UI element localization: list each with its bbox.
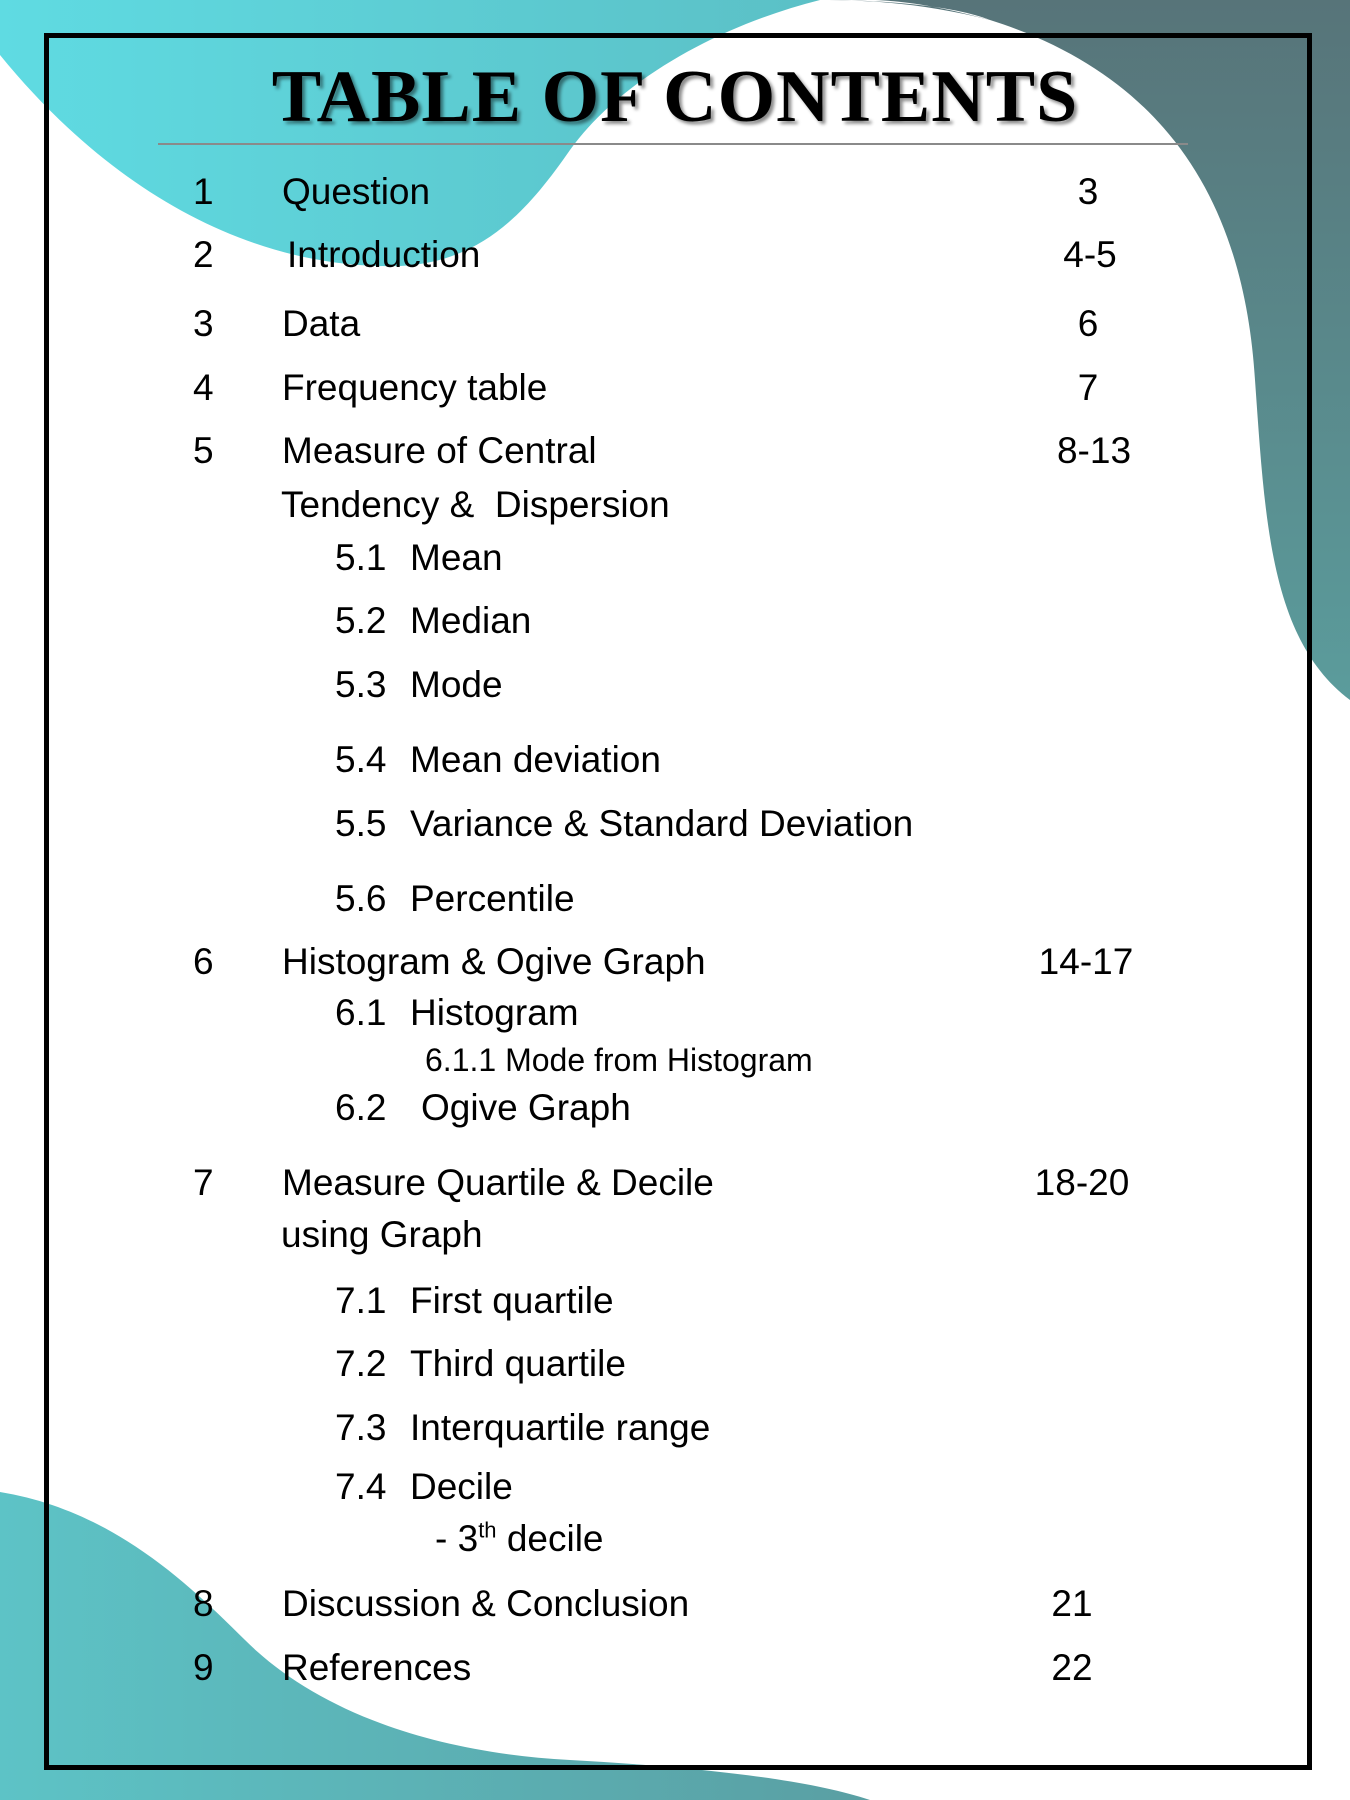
toc-subentry-number: 7.3	[335, 1407, 387, 1448]
toc-entry-title[interactable]: Frequency table	[282, 367, 548, 408]
toc-entry-page: 3	[1077, 171, 1099, 212]
toc-subentry-number: 5.2	[335, 600, 387, 641]
toc-entry-title-continued: using Graph	[281, 1214, 483, 1255]
toc-entry-title[interactable]: Data	[282, 303, 361, 344]
toc-entry-number: 7	[193, 1162, 214, 1203]
toc-entry-title[interactable]: Measure of Central	[282, 430, 597, 471]
toc-entry-title-continued: Tendency & Dispersion	[281, 484, 670, 525]
toc-subentry-title[interactable]: Variance & Standard Deviation	[410, 803, 914, 844]
toc-entry-page: 22	[1051, 1647, 1093, 1688]
toc-entry-title[interactable]: Histogram & Ogive Graph	[282, 941, 706, 982]
toc-entry-title[interactable]: Question	[282, 171, 431, 212]
toc-subentry-number: 5.3	[335, 664, 387, 705]
toc-subentry-title[interactable]: First quartile	[410, 1280, 614, 1321]
toc-entry-number: 5	[193, 430, 214, 471]
toc-subentry-title[interactable]: Median	[410, 600, 532, 641]
toc-subentry-title[interactable]: Ogive Graph	[421, 1087, 631, 1128]
toc-subentry-number: 7.1	[335, 1280, 387, 1321]
toc-entry-title[interactable]: Measure Quartile & Decile	[282, 1162, 714, 1203]
toc-entry-page: 14-17	[1038, 941, 1134, 982]
toc-subentry-title[interactable]: Interquartile range	[410, 1407, 711, 1448]
toc-entry-title[interactable]: Introduction	[287, 234, 481, 275]
toc-entry-number: 2	[193, 234, 214, 275]
toc-subentry-title[interactable]: Mode	[410, 664, 503, 705]
toc-entry-number: 4	[193, 367, 214, 408]
toc-subsubentry-title: 6.1.1 Mode from Histogram	[425, 1042, 813, 1078]
ordinal-suffix: th	[478, 1517, 497, 1543]
toc-subentry-number: 5.1	[335, 537, 387, 578]
toc-entry-page: 21	[1051, 1583, 1093, 1624]
title-divider	[158, 143, 1188, 145]
toc-subentry-number: 5.4	[335, 739, 387, 780]
page-frame	[44, 33, 1312, 1770]
toc-subentry-number: 7.2	[335, 1343, 387, 1384]
toc-subentry-number: 7.4	[335, 1466, 387, 1507]
toc-subentry-title[interactable]: Percentile	[410, 878, 575, 919]
toc-subentry-title[interactable]: Third quartile	[410, 1343, 626, 1384]
subsub-suffix: decile	[496, 1518, 604, 1559]
toc-entry-page: 4-5	[1063, 234, 1117, 275]
toc-subentry-title[interactable]: Mean deviation	[410, 739, 661, 780]
toc-entry-number: 3	[193, 303, 214, 344]
toc-entry-number: 8	[193, 1583, 214, 1624]
toc-entry-number: 1	[193, 171, 214, 212]
toc-subentry-title[interactable]: Mean	[410, 537, 503, 578]
subsub-prefix: - 3	[435, 1518, 479, 1559]
toc-entry-page: 7	[1077, 367, 1099, 408]
toc-subentry-number: 5.6	[335, 878, 387, 919]
toc-subentry-number: 6.1	[335, 992, 387, 1033]
toc-entry-title[interactable]: Discussion & Conclusion	[282, 1583, 690, 1624]
toc-subentry-title[interactable]: Decile	[410, 1466, 513, 1507]
toc-entry-number: 6	[193, 941, 214, 982]
toc-entry-number: 9	[193, 1647, 214, 1688]
toc-entry-page: 18-20	[1034, 1162, 1130, 1203]
page-title: TABLE OF CONTENTS	[271, 56, 1079, 138]
toc-subentry-title[interactable]: Histogram	[410, 992, 579, 1033]
toc-entry-page: 6	[1077, 303, 1099, 344]
toc-subentry-number: 5.5	[335, 803, 387, 844]
toc-entry-page: 8-13	[1056, 430, 1132, 471]
toc-subsubentry-title	[435, 1517, 604, 1561]
toc-entry-title[interactable]: References	[282, 1647, 472, 1688]
toc-subentry-number: 6.2	[335, 1087, 387, 1128]
